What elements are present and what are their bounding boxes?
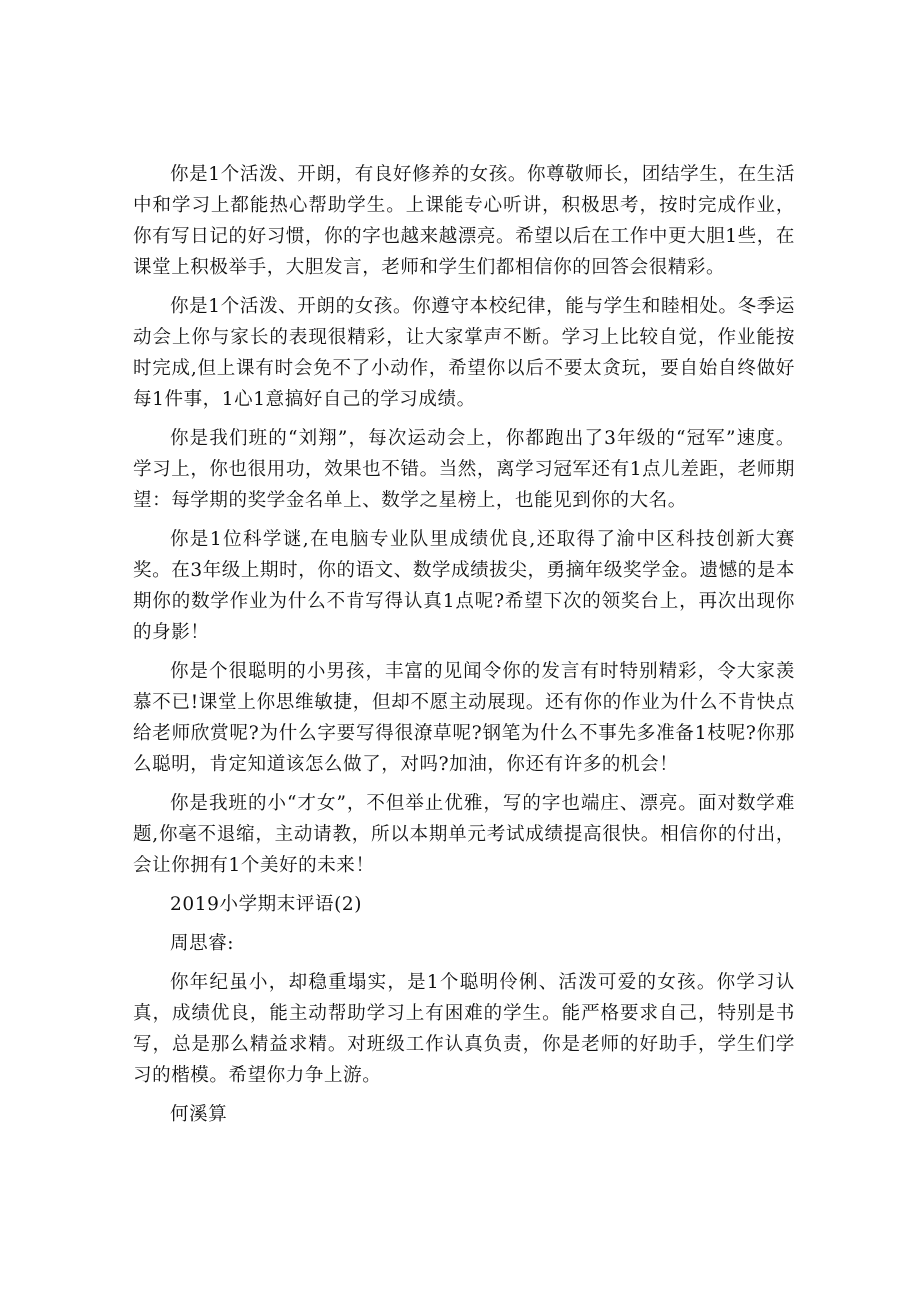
- comment-paragraph-1: 你是1个活泼、开朗，有良好修养的女孩。你尊敬师长，团结学生，在生活中和学习上都能热心帮助学生。上课能专心听讲，积极思考，按时完成作业，你有写日记的好习惯，你的字也越来越漂亮。希望以后在工作中更大胆1些，在课堂上积极举手，大胆发言，老师和学生们都相信你的回答会很精彩。: [133, 164, 795, 278]
- comment-paragraph-5: 你是个很聪明的小男孩，丰富的见闻令你的发言有时特别精彩，令大家羡慕不已!课堂上你思维敏捷，但却不愿主动展现。还有你的作业为什么不肯快点给老师欣赏呢?为什么字要写得很潦草呢?钢笔为什么不事先多准备1枝呢?你那么聪明，肯定知道该怎么做了，对吗?加油，你还有许多的机会！: [133, 661, 795, 775]
- comment-paragraph-2: 你是1个活泼、开朗的女孩。你遵守本校纪律，能与学生和睦相处。冬季运动会上你与家长的表现很精彩，让大家掌声不断。学习上比较自觉，作业能按时完成,但上课有时会免不了小动作，希望你以后不要太贪玩，要自始自终做好每1件事，1心1意搞好自己的学习成绩。: [133, 296, 795, 410]
- comment-paragraph-7: 你年纪虽小，却稳重塌实，是1个聪明伶俐、活泼可爱的女孩。你学习认真，成绩优良，能主动帮助学习上有困难的学生。能严格要求自己，特别是书写，总是那么精益求精。对班级工作认真负责，你是老师的好助手，学生们学习的楷模。希望你力争上游。: [133, 972, 795, 1086]
- student-name-heading-2: 何溪算: [170, 1104, 228, 1125]
- section-title: 2019小学期末评语(2): [170, 894, 363, 915]
- student-name-heading: 周思睿:: [170, 933, 235, 954]
- comment-paragraph-3: 你是我们班的“刘翔”，每次运动会上，你都跑出了3年级的“冠军”速度。学习上，你也很用功，效果也不错。当然，离学习冠军还有1点儿差距，老师期望：每学期的奖学金名单上、数学之星榜上，也能见到你的大名。: [133, 428, 795, 511]
- document-body: [133, 159, 795, 1138]
- comment-paragraph-4: 你是1位科学谜,在电脑专业队里成绩优良,还取得了渝中区科技创新大赛奖。在3年级上期时，你的语文、数学成绩拔尖，勇摘年级奖学金。遗憾的是本期你的数学作业为什么不肯写得认真1点呢?希望下次的领奖台上，再次出现你的身影！: [133, 529, 795, 643]
- comment-paragraph-6: 你是我班的小“才女”，不但举止优雅，写的字也端庄、漂亮。面对数学难题,你毫不退缩，主动请教，所以本期单元考试成绩提高很快。相信你的付出，会让你拥有1个美好的未来！: [133, 793, 795, 876]
